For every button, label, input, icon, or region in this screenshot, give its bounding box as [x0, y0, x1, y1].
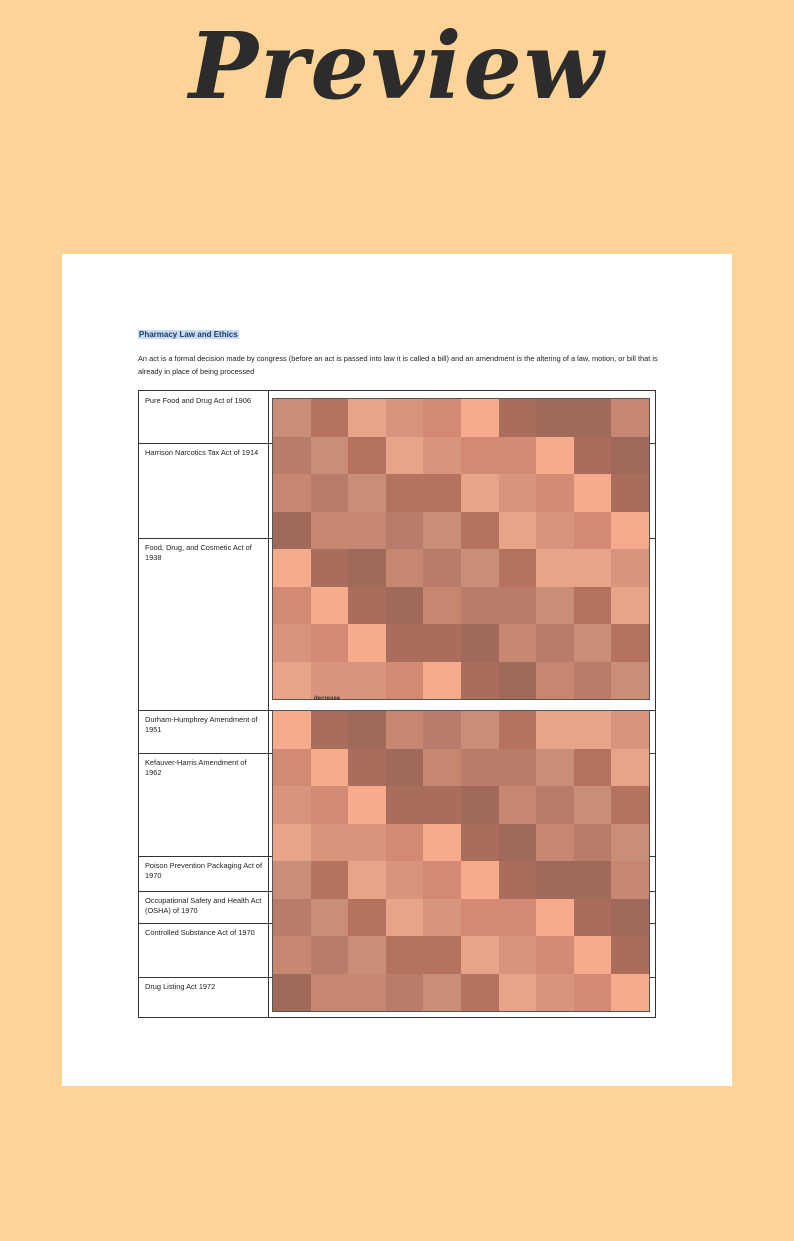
mosaic-tile	[461, 512, 499, 550]
mosaic-tile	[611, 474, 649, 512]
mosaic-tile	[574, 786, 612, 824]
mosaic-tile	[348, 512, 386, 550]
mosaic-tile	[273, 974, 311, 1012]
mosaic-tile	[311, 512, 349, 550]
mosaic-tile	[461, 474, 499, 512]
mosaic-tile	[499, 437, 537, 475]
mosaic-tile	[536, 861, 574, 899]
mosaic-tile	[574, 936, 612, 974]
mosaic-tile	[348, 587, 386, 625]
mosaic-tile	[499, 936, 537, 974]
act-name-cell: Drug Listing Act 1972	[145, 982, 216, 991]
mosaic-tile	[574, 587, 612, 625]
mosaic-tile	[499, 861, 537, 899]
mosaic-tile	[348, 824, 386, 862]
mosaic-tile	[423, 749, 461, 787]
mosaic-tile	[273, 861, 311, 899]
mosaic-tile	[423, 899, 461, 937]
mosaic-tile	[574, 974, 612, 1012]
mosaic-tile	[499, 899, 537, 937]
act-name-cell: Controlled Substance Act of 1970	[145, 928, 255, 937]
mosaic-tile	[273, 936, 311, 974]
mosaic-tile	[611, 749, 649, 787]
mosaic-tile	[499, 399, 537, 437]
mosaic-tile	[423, 861, 461, 899]
mosaic-tile	[574, 749, 612, 787]
mosaic-tile	[574, 624, 612, 662]
mosaic-tile	[461, 549, 499, 587]
mosaic-tile	[273, 399, 311, 437]
mosaic-tile	[574, 437, 612, 475]
mosaic-tile	[611, 786, 649, 824]
mosaic-tile	[386, 437, 424, 475]
mosaic-tile	[273, 512, 311, 550]
act-name-cell: Kefauver-Harris Amendment of 1962	[145, 758, 247, 777]
mosaic-tile	[311, 624, 349, 662]
mosaic-tile	[348, 624, 386, 662]
mosaic-tile	[423, 711, 461, 749]
mosaic-tile	[386, 399, 424, 437]
mosaic-tile	[461, 711, 499, 749]
act-name-cell: Harrison Narcotics Tax Act of 1914	[145, 448, 259, 457]
mosaic-tile	[611, 861, 649, 899]
mosaic-tile	[273, 437, 311, 475]
mosaic-tile	[311, 899, 349, 937]
mosaic-tile	[574, 399, 612, 437]
mosaic-tile	[386, 936, 424, 974]
mosaic-tile	[423, 824, 461, 862]
mosaic-tile	[499, 786, 537, 824]
mosaic-tile	[423, 437, 461, 475]
mosaic-tile	[311, 549, 349, 587]
mosaic-tile	[311, 474, 349, 512]
mosaic-tile	[386, 711, 424, 749]
mosaic-tile	[311, 587, 349, 625]
cell-text-fragment: decrease	[314, 696, 341, 702]
mosaic-tile	[386, 786, 424, 824]
mosaic-tile	[423, 587, 461, 625]
mosaic-tile	[536, 587, 574, 625]
mosaic-tile	[423, 662, 461, 700]
mosaic-tile	[574, 662, 612, 700]
mosaic-tile	[574, 861, 612, 899]
mosaic-tile	[348, 974, 386, 1012]
mosaic-tile	[461, 624, 499, 662]
mosaic-tile	[499, 512, 537, 550]
mosaic-tile	[423, 936, 461, 974]
mosaic-tile	[574, 512, 612, 550]
mosaic-tile	[348, 437, 386, 475]
mosaic-tile	[574, 549, 612, 587]
mosaic-tile	[461, 399, 499, 437]
mosaic-tile	[386, 974, 424, 1012]
mosaic-tile	[611, 662, 649, 700]
mosaic-tile	[386, 624, 424, 662]
mosaic-tile	[536, 974, 574, 1012]
mosaic-tile	[536, 624, 574, 662]
mosaic-tile	[574, 899, 612, 937]
mosaic-tile	[386, 824, 424, 862]
mosaic-tile	[386, 861, 424, 899]
mosaic-tile	[311, 711, 349, 749]
mosaic-tile	[348, 474, 386, 512]
document-heading: Pharmacy Law and Ethics	[139, 330, 238, 339]
blurred-answer-mosaic	[272, 398, 650, 700]
mosaic-tile	[536, 549, 574, 587]
mosaic-tile	[273, 749, 311, 787]
mosaic-tile	[273, 474, 311, 512]
mosaic-tile	[461, 936, 499, 974]
mosaic-tile	[611, 437, 649, 475]
mosaic-tile	[423, 399, 461, 437]
mosaic-tile	[386, 587, 424, 625]
mosaic-tile	[499, 662, 537, 700]
mosaic-tile	[574, 474, 612, 512]
mosaic-tile	[386, 749, 424, 787]
document-page	[62, 254, 732, 1086]
mosaic-tile	[536, 786, 574, 824]
mosaic-tile	[461, 437, 499, 475]
mosaic-tile	[273, 824, 311, 862]
mosaic-tile	[536, 824, 574, 862]
mosaic-tile	[461, 662, 499, 700]
mosaic-tile	[611, 512, 649, 550]
mosaic-tile	[423, 624, 461, 662]
mosaic-tile	[386, 512, 424, 550]
mosaic-tile	[611, 711, 649, 749]
mosaic-tile	[386, 549, 424, 587]
mosaic-tile	[311, 662, 349, 700]
mosaic-tile	[574, 824, 612, 862]
mosaic-tile	[386, 474, 424, 512]
mosaic-tile	[273, 587, 311, 625]
mosaic-tile	[311, 786, 349, 824]
mosaic-tile	[311, 861, 349, 899]
mosaic-tile	[461, 587, 499, 625]
mosaic-tile	[423, 974, 461, 1012]
mosaic-tile	[348, 861, 386, 899]
act-name-cell: Occupational Safety and Health Act (OSHA) of 1970	[145, 896, 262, 915]
mosaic-tile	[311, 399, 349, 437]
mosaic-tile	[611, 587, 649, 625]
mosaic-tile	[311, 936, 349, 974]
mosaic-tile	[611, 899, 649, 937]
mosaic-tile	[611, 399, 649, 437]
mosaic-tile	[461, 861, 499, 899]
mosaic-tile	[348, 936, 386, 974]
mosaic-tile	[348, 786, 386, 824]
mosaic-tile	[273, 624, 311, 662]
mosaic-tile	[386, 662, 424, 700]
act-name-cell: Food, Drug, and Cosmetic Act of 1938	[145, 543, 252, 562]
mosaic-tile	[611, 974, 649, 1012]
mosaic-tile	[273, 549, 311, 587]
mosaic-tile	[311, 437, 349, 475]
mosaic-tile	[611, 824, 649, 862]
mosaic-tile	[348, 549, 386, 587]
mosaic-tile	[311, 824, 349, 862]
mosaic-tile	[536, 899, 574, 937]
mosaic-tile	[461, 749, 499, 787]
mosaic-tile	[348, 749, 386, 787]
mosaic-tile	[611, 624, 649, 662]
mosaic-tile	[536, 399, 574, 437]
mosaic-tile	[461, 899, 499, 937]
mosaic-tile	[348, 711, 386, 749]
mosaic-tile	[499, 474, 537, 512]
mosaic-tile	[348, 899, 386, 937]
document-intro-paragraph: An act is a formal decision made by congress (before an act is passed into law it is called a bill) and an amendment is the altering of a law, motion, or bill that is already in place of being processed	[138, 354, 658, 376]
mosaic-tile	[499, 549, 537, 587]
mosaic-tile	[499, 587, 537, 625]
mosaic-tile	[273, 899, 311, 937]
mosaic-tile	[311, 974, 349, 1012]
mosaic-tile	[536, 749, 574, 787]
act-name-cell: Pure Food and Drug Act of 1906	[145, 396, 252, 405]
mosaic-tile	[348, 399, 386, 437]
mosaic-tile	[386, 899, 424, 937]
mosaic-tile	[499, 824, 537, 862]
mosaic-tile	[461, 974, 499, 1012]
mosaic-tile	[536, 512, 574, 550]
mosaic-tile	[273, 711, 311, 749]
preview-banner-title: Preview	[188, 12, 606, 120]
mosaic-tile	[574, 711, 612, 749]
mosaic-tile	[611, 549, 649, 587]
mosaic-tile	[423, 512, 461, 550]
mosaic-tile	[536, 936, 574, 974]
mosaic-tile	[423, 549, 461, 587]
mosaic-tile	[423, 474, 461, 512]
mosaic-tile	[536, 662, 574, 700]
act-name-cell: Poison Prevention Packaging Act of 1970	[145, 861, 263, 880]
act-name-cell: Durham-Humphrey Amendment of 1951	[145, 715, 258, 734]
mosaic-tile	[536, 711, 574, 749]
mosaic-tile	[461, 786, 499, 824]
mosaic-tile	[536, 474, 574, 512]
mosaic-tile	[273, 662, 311, 700]
mosaic-tile	[348, 662, 386, 700]
mosaic-tile	[273, 786, 311, 824]
mosaic-tile	[461, 824, 499, 862]
mosaic-tile	[499, 974, 537, 1012]
mosaic-tile	[499, 624, 537, 662]
mosaic-tile	[311, 749, 349, 787]
mosaic-tile	[536, 437, 574, 475]
mosaic-tile	[499, 711, 537, 749]
mosaic-tile	[499, 749, 537, 787]
blurred-answer-mosaic	[272, 710, 650, 1012]
mosaic-tile	[423, 786, 461, 824]
mosaic-tile	[611, 936, 649, 974]
